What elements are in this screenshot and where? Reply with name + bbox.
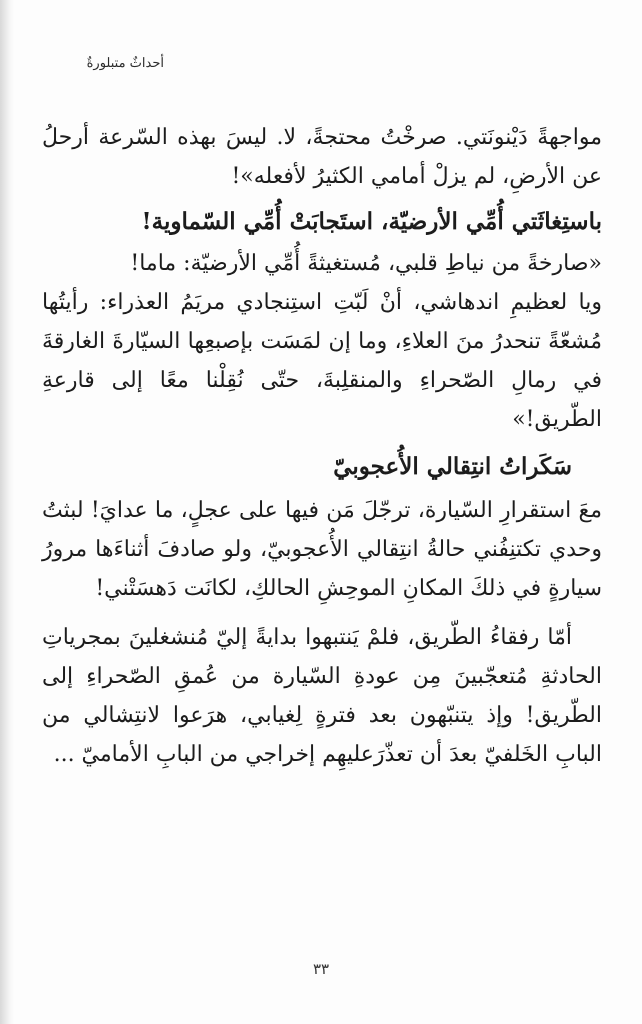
page-number: ٣٣ <box>312 960 330 978</box>
running-head: أحداثٌ متبلورةٌ <box>86 56 164 71</box>
paragraph-4: معَ استقرارِ السّيارة، ترجّلَ مَن فيها على عجلٍ، ما عدايَ! لبثتُ وحدي تكتنِفُني حالةُ انتِقالي الأُعجوبيّ، ولو صادفَ أثناءَها مرورُ سيارةٍ في ذلكَ المكانِ الموحِشِ الحالكِ، لكانَت دَهسَتْني! <box>42 498 602 601</box>
paragraph-1: مواجهةً دَيْنونَتي. صرخْتُ محتجةً، لا. ليسَ بهذه السّرعة أرحلُ عن الأرضِ، لم يزلْ أمامي الكثيرُ لأفعله»! <box>42 125 602 189</box>
paragraph-2: «صارخةً من نياطِ قلبي، مُستغيثةً أُمِّي الأرضيّة: ماما! <box>130 251 602 276</box>
section-heading-2: سَكَراتُ انتِقالي الأُعجوبيّ <box>333 453 572 480</box>
section-heading-1: باستِغاثَتي أُمِّي الأرضيّة، استَجابَتْ أُمِّي السّماوية! <box>141 208 602 235</box>
paragraph-5: أمّا رفقاءُ الطّريق، فلمْ يَنتبهوا بدايةً إليّ مُنشغلينَ بمجرياتِ الحادثةِ مُتعجّبينَ مِن عودةِ السّيارة من عُمقِ الصّحراءِ إلى الطّريق! وإذ يتنبّهون بعد فترةٍ لِغيابي، هرَعوا لانتِشالي من البابِ الخَلفيّ بعدَ أن تعذّرَعليهِم إخراجي من البابِ الأماميّ ... <box>42 625 602 767</box>
page-body <box>42 118 602 774</box>
page-edge-shadow <box>0 0 14 1024</box>
paragraph-3: ويا لعظيمِ اندهاشي، أنْ لَبّتِ استِنجادي مريَمُ العذراء: رأيتُها مُشعّةً تنحدرُ منَ العلاءِ، وما إن لمَسَت بإصبعِها السيّارةَ الغارقةَ في رمالِ الصّحراءِ والمنقلِبةَ، حتّى نُقِلْنا معًا إلى قارعةِ الطّريق!» <box>42 290 602 432</box>
